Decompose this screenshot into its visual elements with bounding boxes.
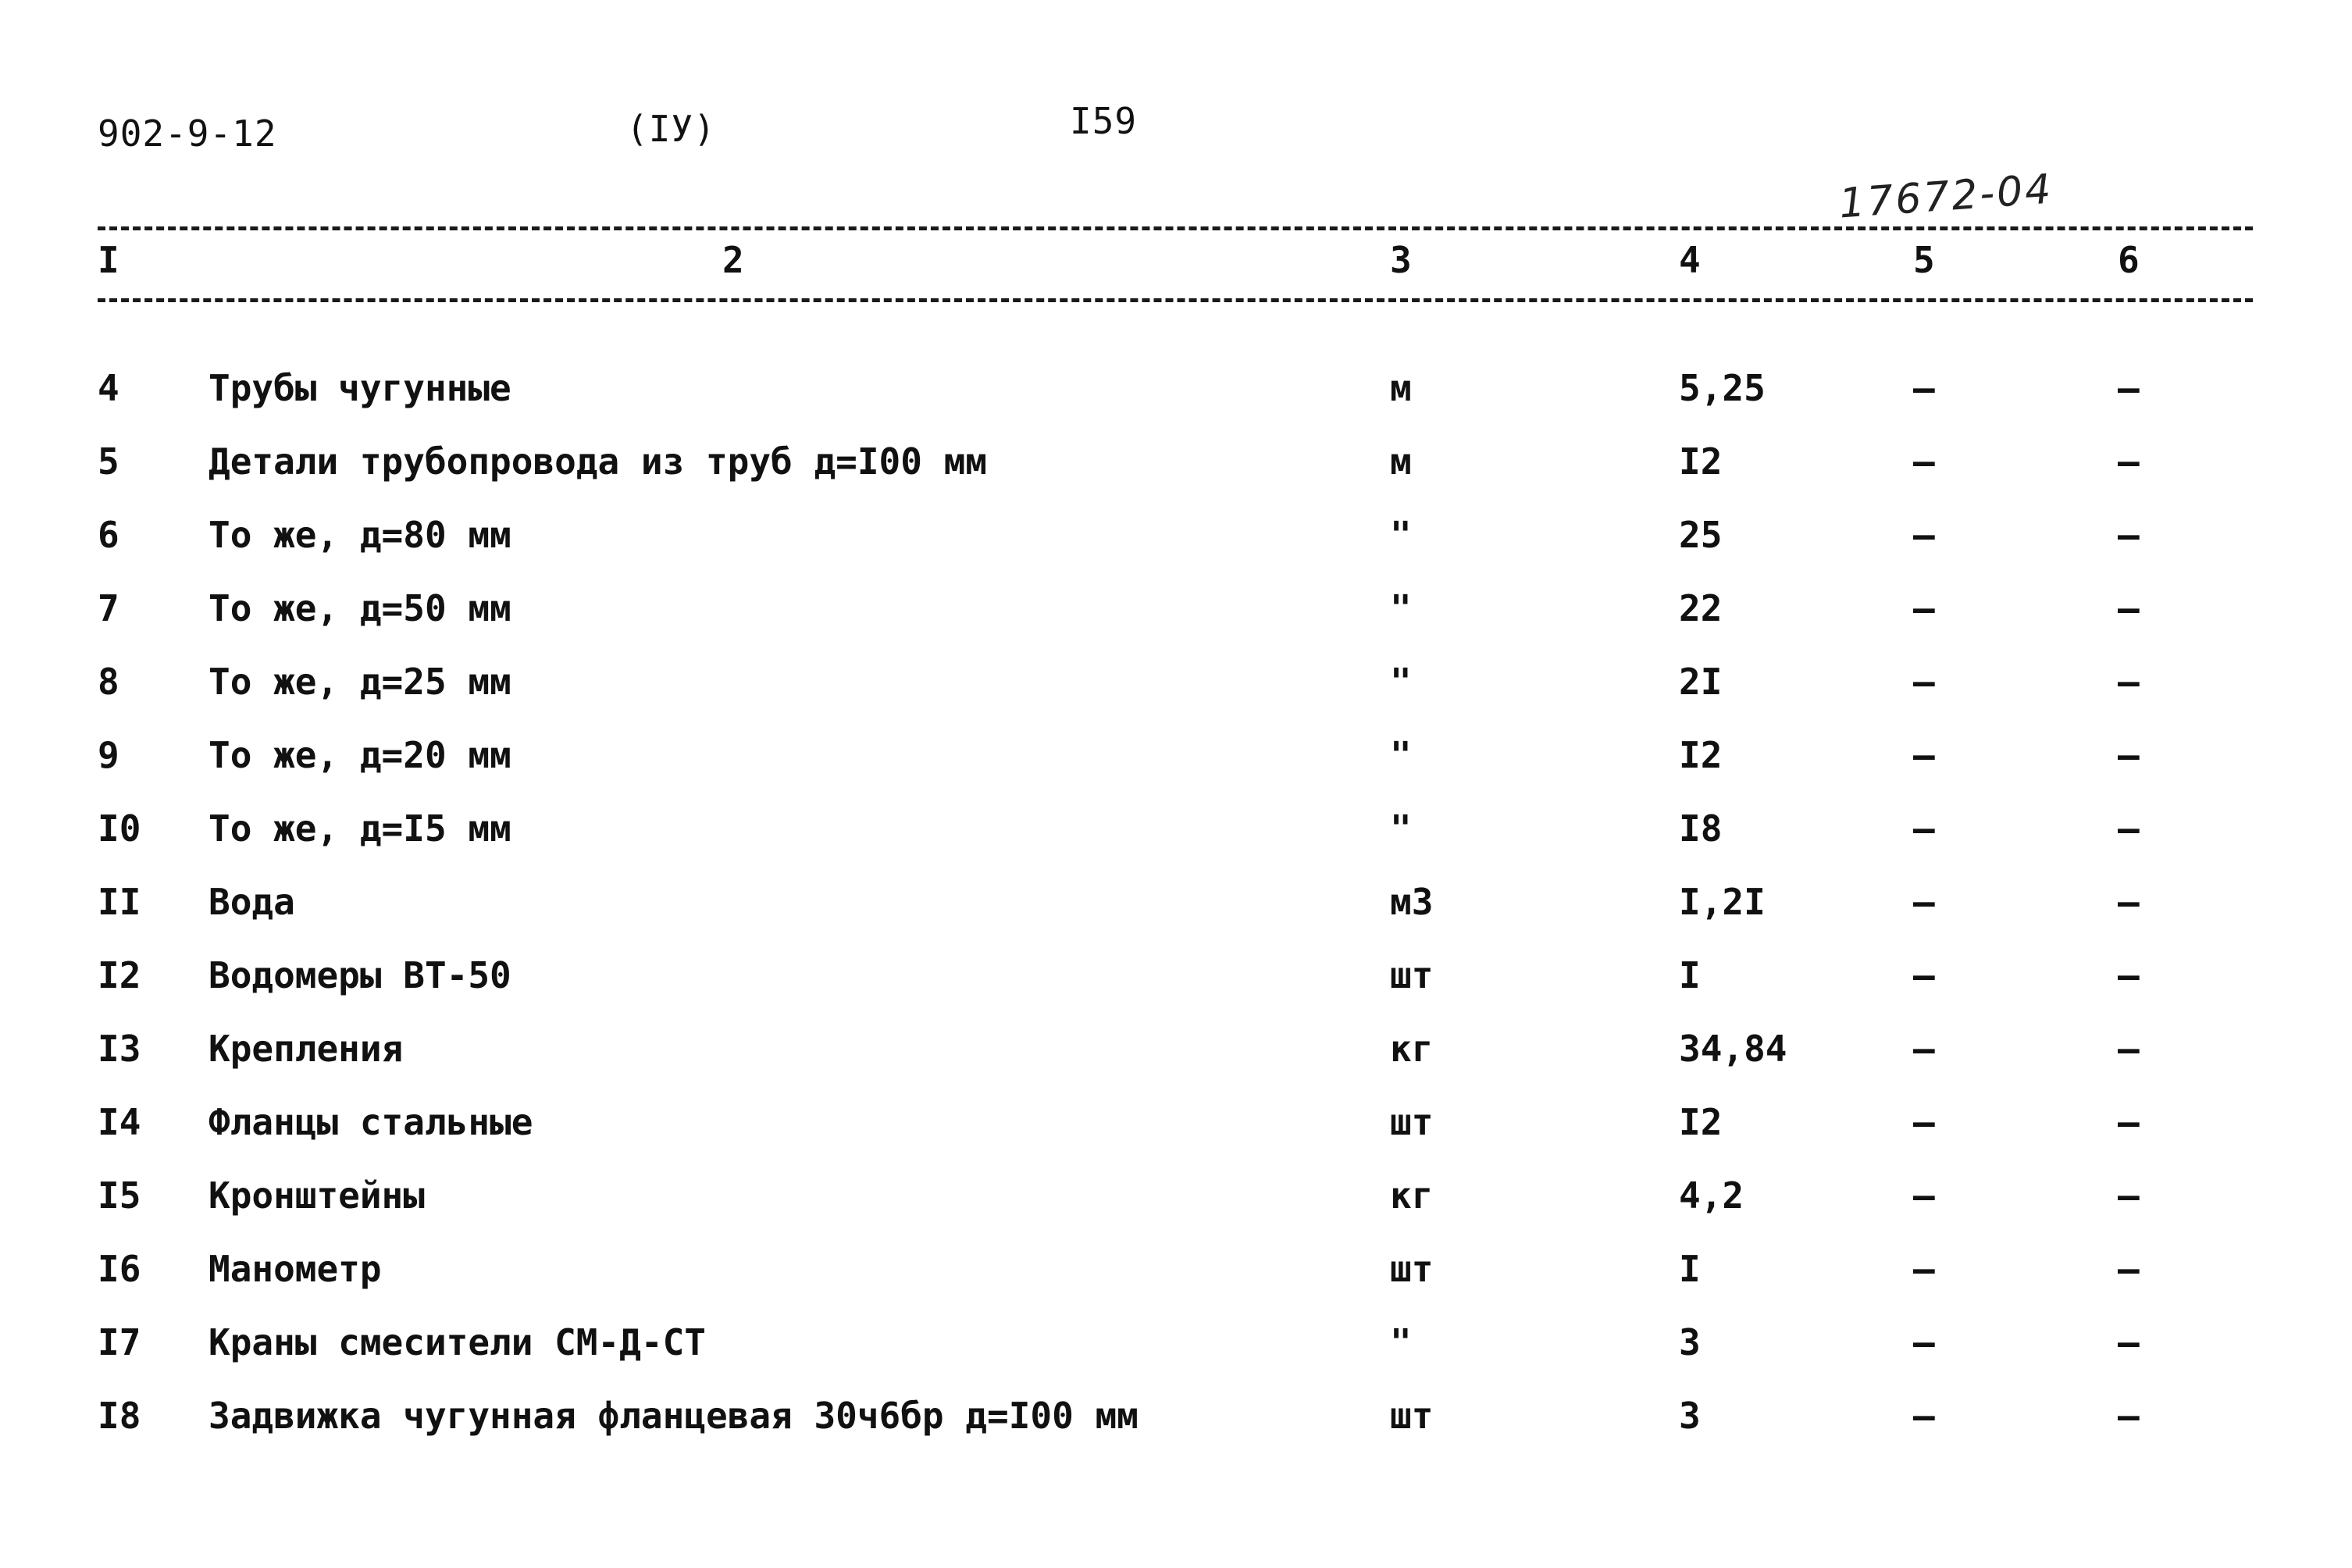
item-name: Водомеры ВТ-50 bbox=[208, 954, 511, 996]
row-number: I5 bbox=[98, 1174, 141, 1217]
item-quantity: 5,25 bbox=[1679, 367, 1766, 409]
item-quantity: I2 bbox=[1679, 1101, 1723, 1143]
item-unit: м3 bbox=[1390, 881, 1434, 923]
table-row bbox=[0, 514, 2352, 587]
table-row bbox=[0, 954, 2352, 1028]
table-row bbox=[0, 807, 2352, 881]
handwritten-inventory-number: 17672-04 bbox=[1837, 166, 2055, 228]
row-number: I2 bbox=[98, 954, 141, 996]
column-6-value: – bbox=[2118, 1248, 2140, 1290]
item-name: Трубы чугунные bbox=[208, 367, 511, 409]
item-name: Задвижка чугунная фланцевая 30ч6бр д=I00 мм bbox=[208, 1395, 1139, 1437]
column-5-value: – bbox=[1913, 954, 1935, 996]
column-5-value: – bbox=[1913, 1321, 1935, 1363]
row-number: I4 bbox=[98, 1101, 141, 1143]
item-quantity: I,2I bbox=[1679, 881, 1766, 923]
table-row bbox=[0, 1321, 2352, 1395]
table-row bbox=[0, 1028, 2352, 1101]
table-row bbox=[0, 1248, 2352, 1321]
item-name: То же, д=50 мм bbox=[208, 587, 511, 629]
item-name: Кронштейны bbox=[208, 1174, 425, 1217]
item-name: Краны смесители СМ-Д-СТ bbox=[208, 1321, 706, 1363]
item-unit: " bbox=[1390, 661, 1412, 703]
column-5-value: – bbox=[1913, 1101, 1935, 1143]
item-name: То же, д=I5 мм bbox=[208, 807, 511, 850]
column-6-value: – bbox=[2118, 1174, 2140, 1217]
column-6-value: – bbox=[2118, 807, 2140, 850]
column-6-value: – bbox=[2118, 1028, 2140, 1070]
column-5-value: – bbox=[1913, 734, 1935, 776]
item-unit: м bbox=[1390, 440, 1412, 483]
item-unit: шт bbox=[1390, 954, 1434, 996]
item-unit: кг bbox=[1390, 1028, 1434, 1070]
column-6-value: – bbox=[2118, 1321, 2140, 1363]
item-name: Вода bbox=[208, 881, 295, 923]
column-5-value: – bbox=[1913, 661, 1935, 703]
table-row bbox=[0, 1395, 2352, 1468]
column-5-value: – bbox=[1913, 881, 1935, 923]
item-quantity: 3 bbox=[1679, 1395, 1701, 1437]
column-6-value: – bbox=[2118, 661, 2140, 703]
page-number: I59 bbox=[1070, 100, 1138, 142]
item-quantity: 4,2 bbox=[1679, 1174, 1744, 1217]
column-header-5: 5 bbox=[1913, 239, 1935, 281]
item-quantity: I bbox=[1679, 1248, 1701, 1290]
header-rule-top bbox=[98, 226, 2253, 230]
row-number: I6 bbox=[98, 1248, 141, 1290]
item-name: То же, д=80 мм bbox=[208, 514, 511, 556]
column-5-value: – bbox=[1913, 1028, 1935, 1070]
column-header-1: I bbox=[98, 239, 119, 281]
item-quantity: I2 bbox=[1679, 734, 1723, 776]
column-6-value: – bbox=[2118, 954, 2140, 996]
table-row bbox=[0, 1101, 2352, 1174]
column-6-value: – bbox=[2118, 1101, 2140, 1143]
column-header-4: 4 bbox=[1679, 239, 1701, 281]
row-number: II bbox=[98, 881, 141, 923]
item-name: Фланцы стальные bbox=[208, 1101, 533, 1143]
column-5-value: – bbox=[1913, 1395, 1935, 1437]
item-unit: " bbox=[1390, 807, 1412, 850]
row-number: 6 bbox=[98, 514, 119, 556]
column-header-3: 3 bbox=[1390, 239, 1412, 281]
table-row bbox=[0, 661, 2352, 734]
column-5-value: – bbox=[1913, 807, 1935, 850]
item-name: То же, д=20 мм bbox=[208, 734, 511, 776]
column-header-6: 6 bbox=[2118, 239, 2140, 281]
column-5-value: – bbox=[1913, 514, 1935, 556]
row-number: 7 bbox=[98, 587, 119, 629]
item-unit: " bbox=[1390, 587, 1412, 629]
section-marker: (IУ) bbox=[626, 108, 716, 150]
item-unit: шт bbox=[1390, 1248, 1434, 1290]
column-6-value: – bbox=[2118, 440, 2140, 483]
item-unit: м bbox=[1390, 367, 1412, 409]
item-name: Крепления bbox=[208, 1028, 404, 1070]
row-number: 5 bbox=[98, 440, 119, 483]
item-unit: " bbox=[1390, 514, 1412, 556]
column-6-value: – bbox=[2118, 734, 2140, 776]
item-quantity: I8 bbox=[1679, 807, 1723, 850]
item-unit: кг bbox=[1390, 1174, 1434, 1217]
header-rule-bottom bbox=[98, 298, 2253, 302]
column-5-value: – bbox=[1913, 1174, 1935, 1217]
row-number: I7 bbox=[98, 1321, 141, 1363]
item-quantity: I bbox=[1679, 954, 1701, 996]
item-unit: " bbox=[1390, 734, 1412, 776]
column-6-value: – bbox=[2118, 587, 2140, 629]
table-row bbox=[0, 587, 2352, 661]
item-unit: " bbox=[1390, 1321, 1412, 1363]
column-5-value: – bbox=[1913, 367, 1935, 409]
item-name: Детали трубопровода из труб д=I00 мм bbox=[208, 440, 987, 483]
column-5-value: – bbox=[1913, 1248, 1935, 1290]
column-6-value: – bbox=[2118, 367, 2140, 409]
item-quantity: 25 bbox=[1679, 514, 1723, 556]
item-quantity: 3 bbox=[1679, 1321, 1701, 1363]
column-6-value: – bbox=[2118, 514, 2140, 556]
item-unit: шт bbox=[1390, 1101, 1434, 1143]
item-quantity: 22 bbox=[1679, 587, 1723, 629]
column-5-value: – bbox=[1913, 440, 1935, 483]
column-5-value: – bbox=[1913, 587, 1935, 629]
row-number: I0 bbox=[98, 807, 141, 850]
item-quantity: 2I bbox=[1679, 661, 1723, 703]
item-name: То же, д=25 мм bbox=[208, 661, 511, 703]
table-row bbox=[0, 734, 2352, 807]
item-quantity: 34,84 bbox=[1679, 1028, 1787, 1070]
item-quantity: I2 bbox=[1679, 440, 1723, 483]
column-header-2: 2 bbox=[722, 239, 744, 281]
item-unit: шт bbox=[1390, 1395, 1434, 1437]
row-number: 4 bbox=[98, 367, 119, 409]
row-number: I8 bbox=[98, 1395, 141, 1437]
table-row bbox=[0, 367, 2352, 440]
row-number: 8 bbox=[98, 661, 119, 703]
table-row bbox=[0, 881, 2352, 954]
row-number: I3 bbox=[98, 1028, 141, 1070]
table-row bbox=[0, 1174, 2352, 1248]
table-row bbox=[0, 440, 2352, 514]
column-6-value: – bbox=[2118, 1395, 2140, 1437]
item-name: Манометр bbox=[208, 1248, 382, 1290]
document-code: 902-9-12 bbox=[98, 112, 277, 155]
column-6-value: – bbox=[2118, 881, 2140, 923]
row-number: 9 bbox=[98, 734, 119, 776]
